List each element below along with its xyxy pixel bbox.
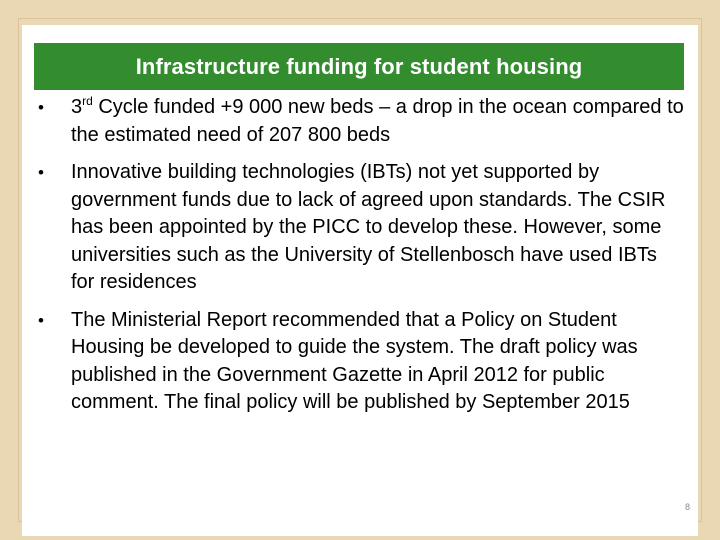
bullet-text-superscript: rd (82, 94, 93, 108)
bullet-text: The Ministerial Report recommended that a Policy on Student Housing be developed to guide the system. The draft policy was published in the Government Gazette in April 2012 for public comment. The final policy will be published by September 2015 (71, 308, 638, 413)
bullet-text: Innovative building technologies (IBTs) not yet supported by government funds due to lack of agreed upon standards. The CSIR has been appointed by the PICC to develop these. However, some universities such as the University of Stellenbosch have used IBTs for residences (71, 161, 666, 293)
bullet-text: Cycle funded +9 000 new beds – a drop in the ocean compared to the estimated need of 207 800 beds (71, 96, 684, 146)
bullet-item-ibts (36, 159, 684, 297)
bullet-icon: • (38, 98, 44, 117)
bullet-item-funded-beds (36, 94, 684, 149)
slide-title: Infrastructure funding for student housing (135, 53, 583, 79)
page-number: 8 (684, 502, 690, 512)
title-bar (34, 43, 684, 90)
bullet-icon: • (38, 163, 44, 182)
bullet-icon: • (38, 310, 44, 330)
bullet-list (36, 94, 684, 417)
bullet-text-prefix: 3 (71, 96, 83, 118)
bullet-item-policy (36, 307, 684, 417)
